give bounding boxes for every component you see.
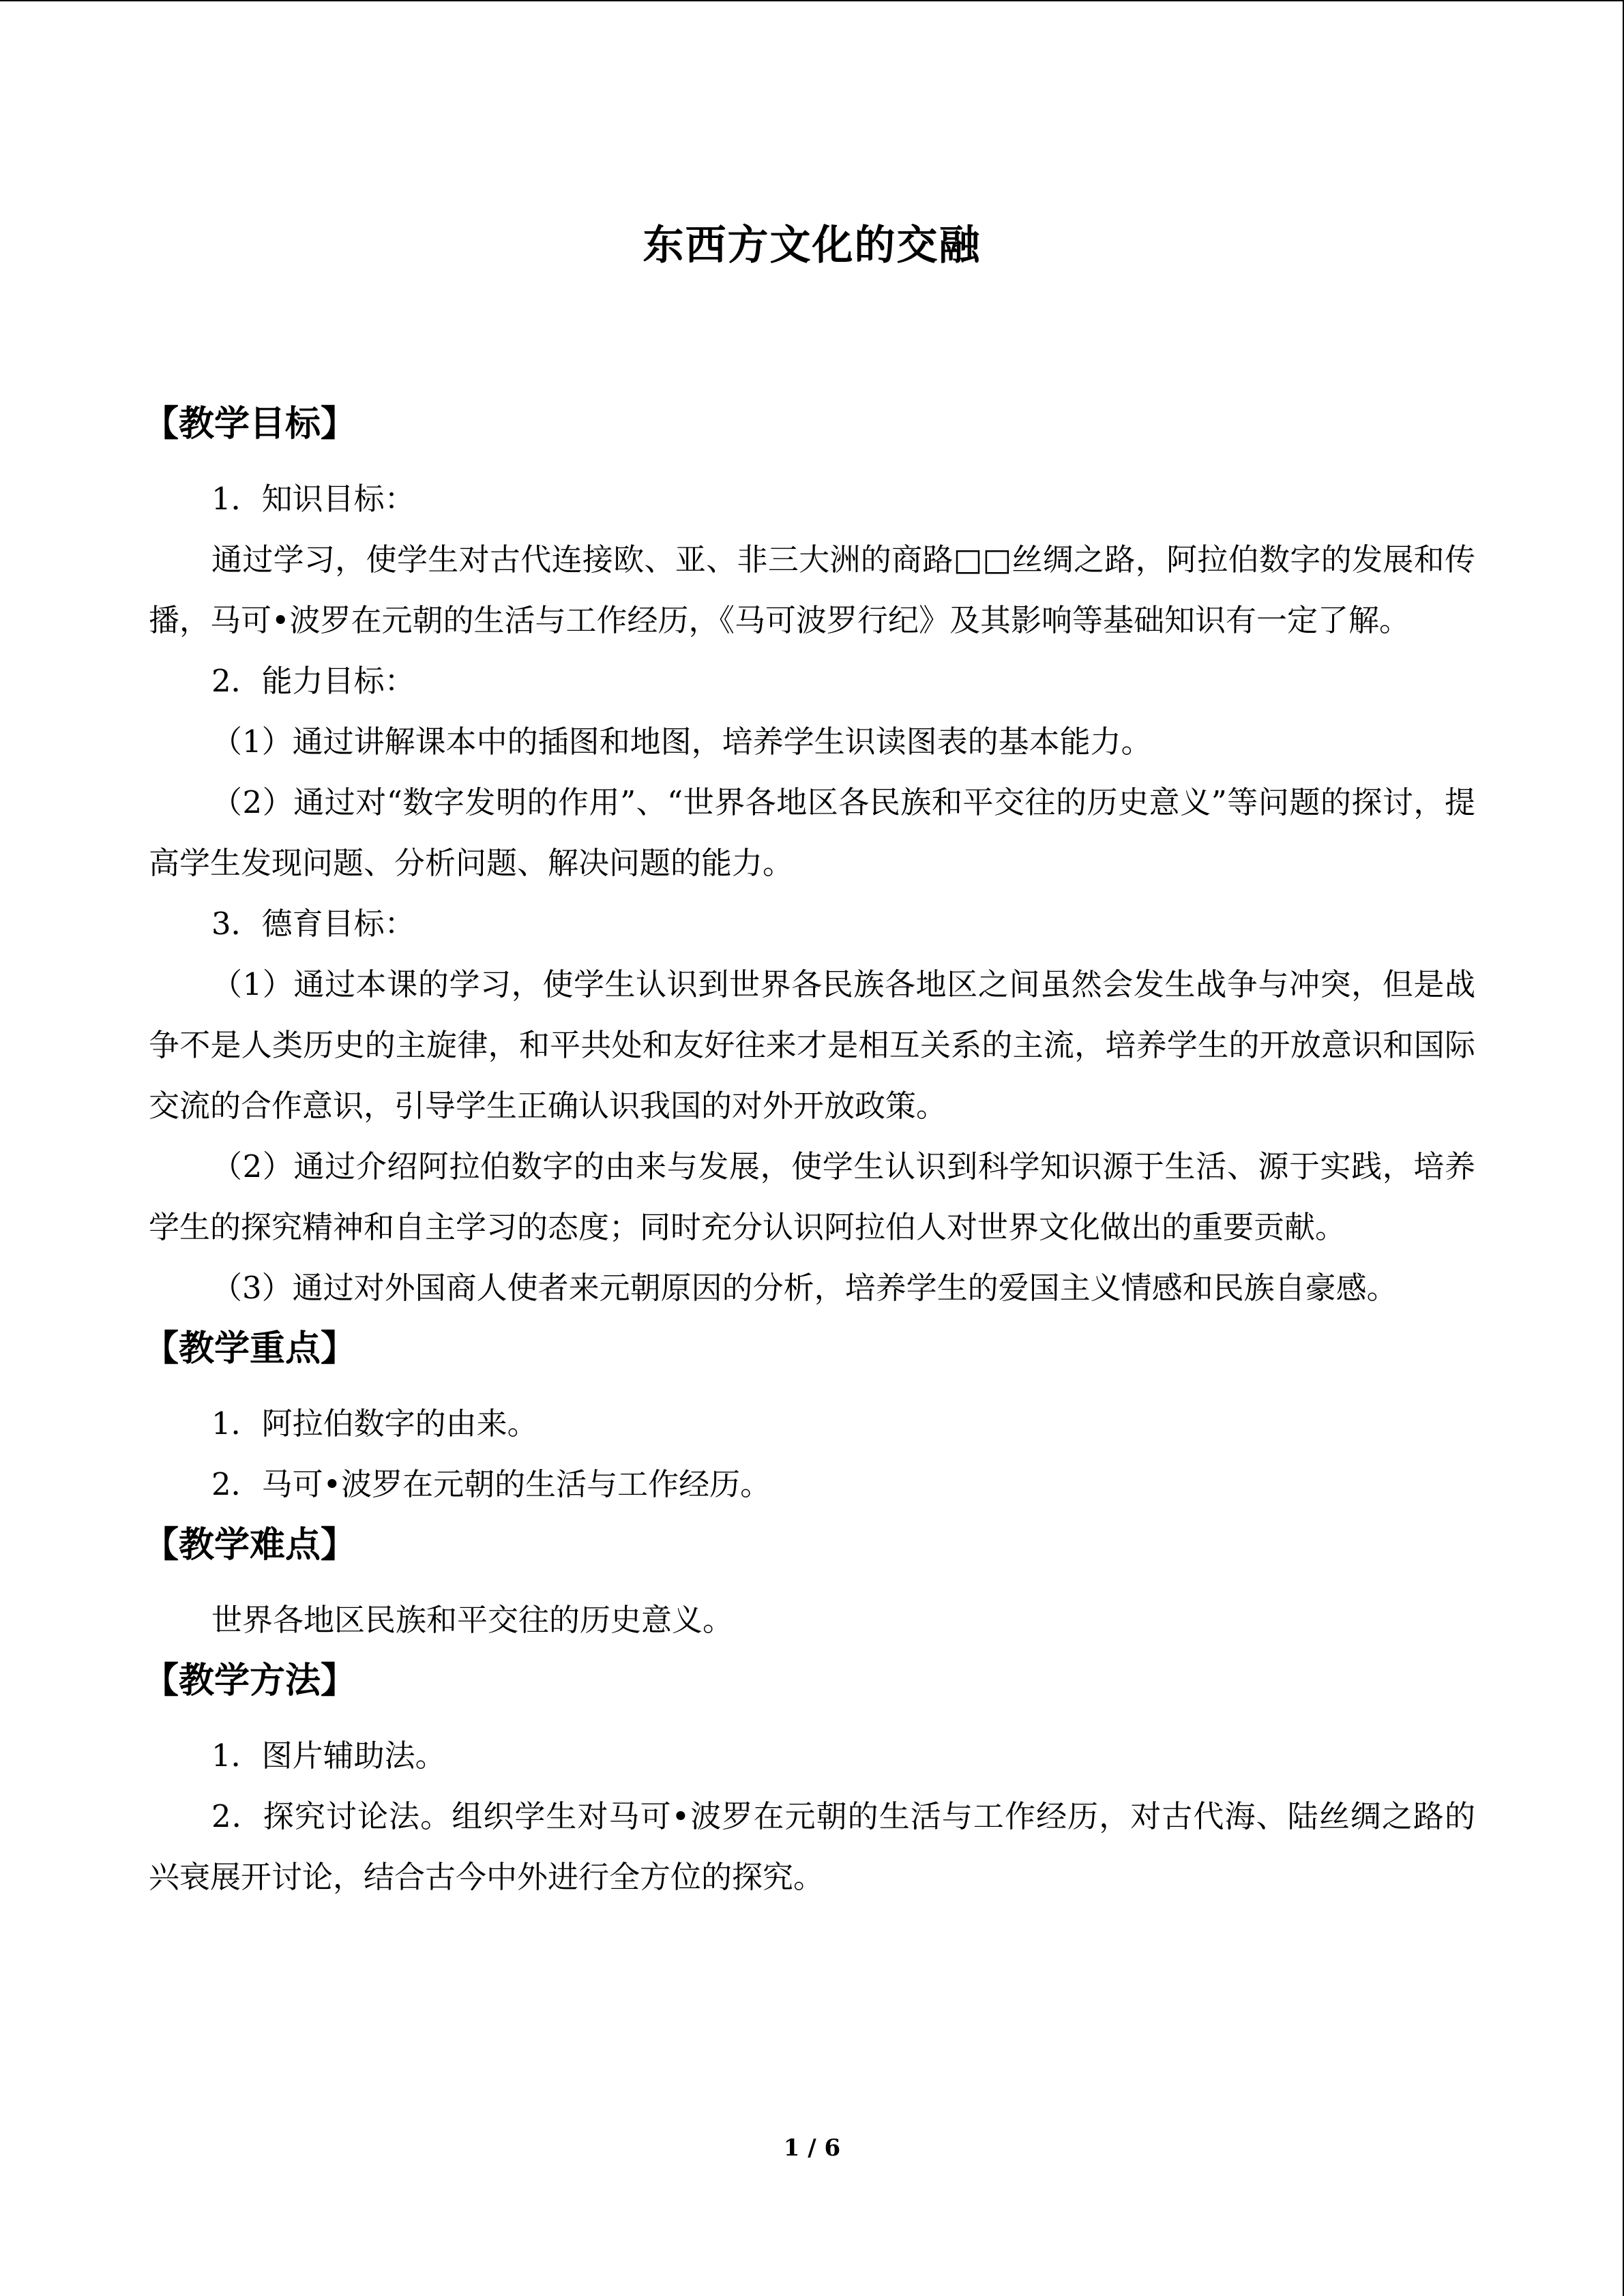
difficulty-1: 世界各地区民族和平交往的历史意义。 [211, 1602, 734, 1638]
objective-moral-item-2: （2）通过介绍阿拉伯数字的由来与发展，使学生认识到科学知识源于生活、源于实践，培养学生的探究精神和自主学习的态度；同时充分认识阿拉伯人对世界文化做出的重要贡献。 [149, 1148, 1475, 1245]
objective-knowledge-label: 1．知识目标： [211, 481, 415, 517]
document-title: 东西方文化的交融 [643, 222, 981, 269]
section-heading-key-points: 【教学重点】 [143, 1328, 357, 1369]
section-heading-objectives: 【教学目标】 [143, 404, 357, 445]
objective-ability-item-2: （2）通过对“数字发明的作用”、“世界各地区各民族和平交往的历史意义”等问题的探讨，提高学生发现问题、分析问题、解决问题的能力。 [149, 784, 1475, 881]
objective-knowledge-text: 通过学习，使学生对古代连接欧、亚、非三大洲的商路□□丝绸之路，阿拉伯数字的发展和传播，马可•波罗在元朝的生活与工作经历，《马可波罗行纪》及其影响等基础知识有一定了解。 [149, 541, 1475, 638]
key-point-2: 2．马可•波罗在元朝的生活与工作经历。 [211, 1466, 771, 1502]
section-heading-methods: 【教学方法】 [143, 1660, 357, 1701]
objective-moral-item-3: （3）通过对外国商人使者来元朝原因的分析，培养学生的爱国主义情感和民族自豪感。 [211, 1270, 1398, 1306]
method-2: 2．探究讨论法。组织学生对马可•波罗在元朝的生活与工作经历，对古代海、陆丝绸之路的兴衰展开讨论，结合古今中外进行全方位的探究。 [149, 1798, 1475, 1895]
method-1: 1．图片辅助法。 [211, 1738, 446, 1774]
objective-moral-item-1: （1）通过本课的学习，使学生认识到世界各民族各地区之间虽然会发生战争与冲突，但是战争不是人类历史的主旋律，和平共处和友好往来才是相互关系的主流，培养学生的开放意识和国际交流的合作意识，引导学生正确认识我国的对外开放政策。 [149, 966, 1475, 1124]
objective-moral-label: 3．德育目标： [211, 906, 415, 942]
section-heading-difficulties: 【教学难点】 [143, 1525, 357, 1566]
document-body [143, 393, 1475, 1907]
page-number: 1 / 6 [783, 2134, 841, 2162]
key-point-1: 1．阿拉伯数字的由来。 [211, 1405, 538, 1442]
objective-ability-item-1: （1）通过讲解课本中的插图和地图，培养学生识读图表的基本能力。 [211, 724, 1152, 760]
objective-ability-label: 2．能力目标： [211, 663, 415, 699]
